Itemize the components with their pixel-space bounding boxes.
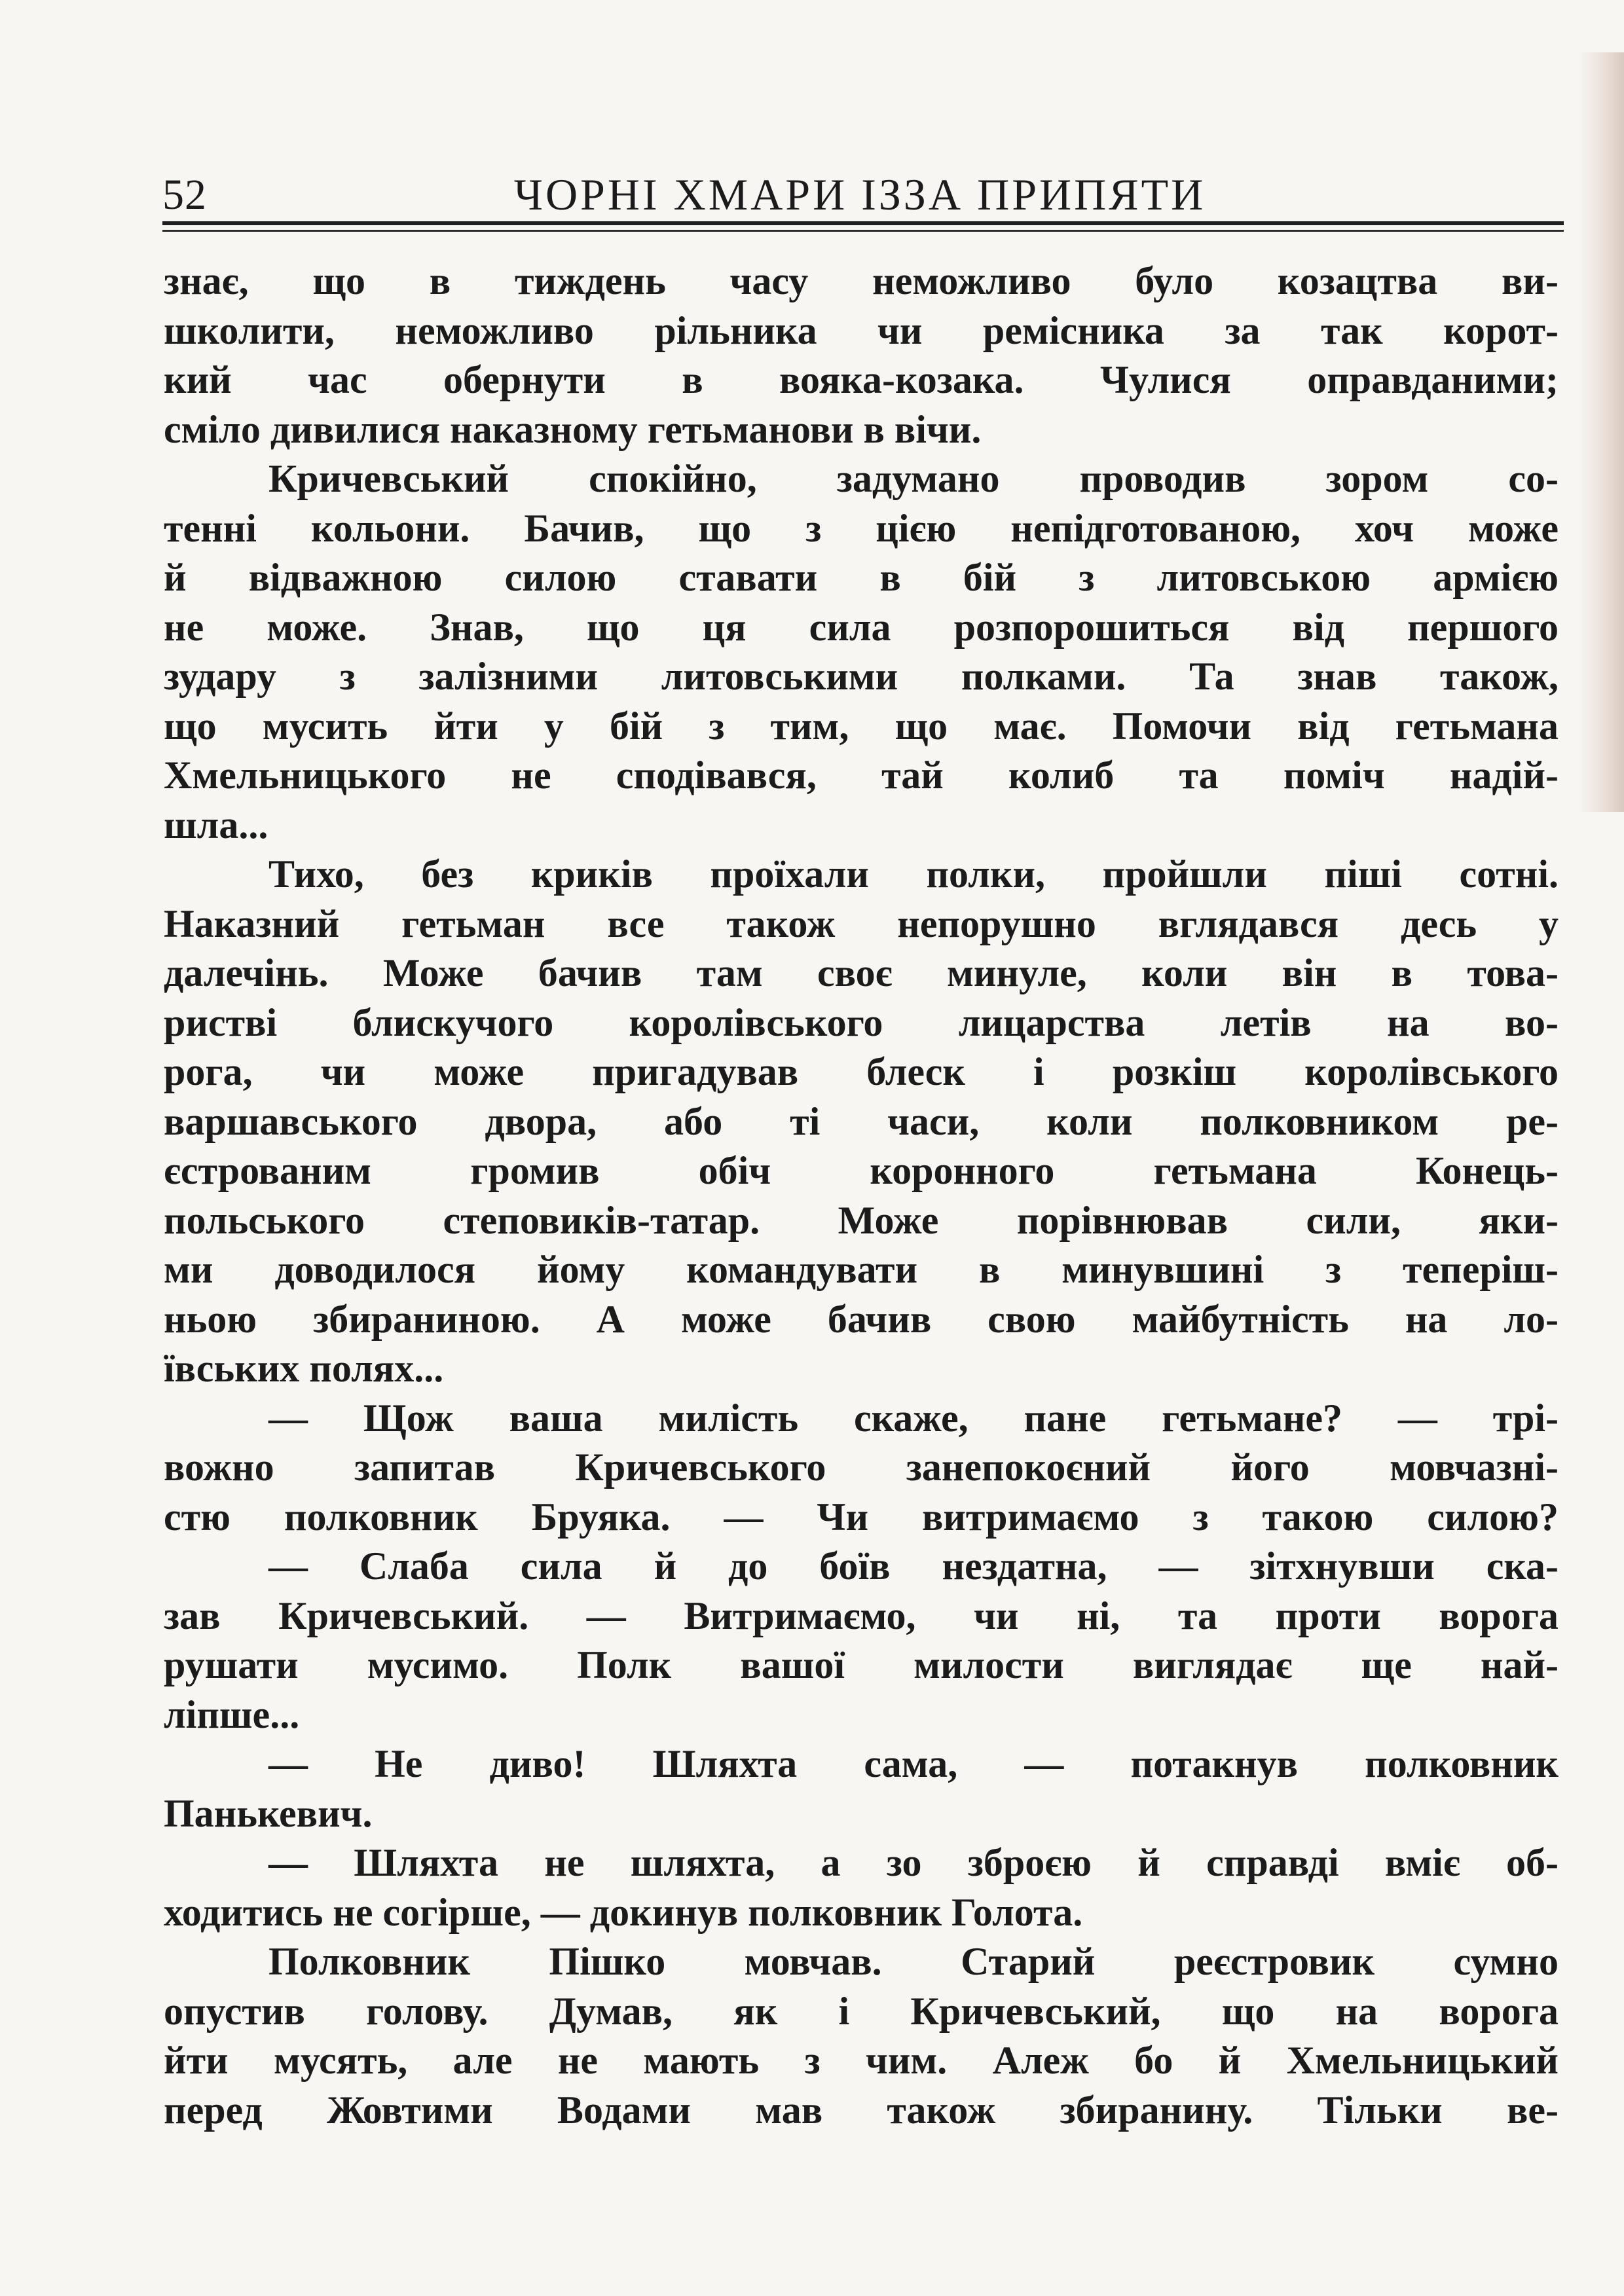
- text-line: ївських полях...: [164, 1347, 444, 1390]
- text-line: школити, неможливо рільника чи ремісника за так корот-: [164, 308, 1559, 352]
- text-line: варшавського двора, або ті часи, коли полковником ре-: [164, 1099, 1559, 1143]
- text-line: знає, що в тиждень часу неможливо було козацтва ви-: [164, 259, 1559, 302]
- text-line: стю полковник Бруяка. — Чи витримаємо з такою силою?: [164, 1495, 1559, 1539]
- text-line: Кричевський спокійно, задумано проводив зором со-: [268, 457, 1559, 500]
- text-line: — Не диво! Шляхта сама, — потакнув полковник: [268, 1742, 1559, 1785]
- text-line: Полковник Пішко мовчав. Старий реєстровик сумно: [268, 1940, 1559, 1983]
- text-line: тенні кольони. Бачив, що з цією непідготованою, хоч може: [164, 506, 1559, 550]
- page-header: [162, 159, 1557, 222]
- text-line: не може. Знав, що ця сила розпорошиться від першого: [164, 605, 1559, 649]
- text-line: шла...: [164, 803, 268, 847]
- text-line: — Слаба сила й до боїв нездатна, — зітхнувши ска-: [268, 1544, 1559, 1588]
- text-line: ходитись не согірше, — докинув полковник Голота.: [164, 1890, 1083, 1934]
- text-line: йти мусять, але не мають з чим. Алеж бо й Хмельницький: [164, 2039, 1559, 2082]
- text-line: сміло дивилися наказному гетьманови в вічи.: [164, 407, 982, 451]
- header-rule-thick: [162, 221, 1564, 225]
- text-line: рога, чи може пригадував блеск і розкіш королівського: [164, 1050, 1559, 1093]
- text-line: єстрованим громив обіч коронного гетьмана Конець-: [164, 1149, 1559, 1192]
- page-edge-stain: [1578, 52, 1624, 812]
- text-line: Хмельницького не сподівався, тай колиб та поміч надій-: [164, 754, 1559, 797]
- body-text: [164, 257, 1559, 2135]
- text-line: Наказний гетьман все також непорушно вглядався десь у: [164, 902, 1559, 945]
- text-line: ристві блискучого королівського лицарства летів на во-: [164, 1000, 1559, 1044]
- text-line: Тихо, без криків проїхали полки, пройшли піші сотні.: [268, 852, 1559, 896]
- text-line: й відважною силою ставати в бій з литовською армією: [164, 556, 1559, 599]
- text-line: Панькевич.: [164, 1791, 373, 1835]
- text-line: вожно запитав Кричевського занепокоєний його мовчазні-: [164, 1446, 1559, 1489]
- text-line: зав Кричевський. — Витримаємо, чи ні, та проти ворога: [164, 1594, 1559, 1637]
- text-line: ми доводилося йому командувати в минувшині з теперіш-: [164, 1248, 1559, 1291]
- text-line: ліпше...: [164, 1692, 300, 1736]
- text-line: польського степовиків-татар. Може порівнював сили, яки-: [164, 1198, 1559, 1242]
- text-line: — Щож ваша милість скаже, пане гетьмане? — трі-: [268, 1396, 1559, 1440]
- text-line: далечінь. Може бачив там своє минуле, коли він в това-: [164, 951, 1559, 994]
- text-line: рушати мусимо. Полк вашої милости виглядає ще най-: [164, 1643, 1559, 1686]
- page-number: 52: [162, 171, 207, 219]
- text-line: перед Жовтими Водами мав також збиранину. Тільки ве-: [164, 2088, 1559, 2132]
- header-rule-thin: [162, 230, 1564, 232]
- text-line: що мусить йти у бій з тим, що має. Помочи від гетьмана: [164, 704, 1559, 748]
- text-line: кий час обернути в вояка-козака. Чулися оправданими;: [164, 358, 1559, 401]
- running-title: ЧОРНІ ХМАРИ ІЗЗА ПРИПЯТИ: [513, 170, 1206, 219]
- text-line: — Шляхта не шляхта, а зо зброєю й справді вміє об-: [268, 1841, 1559, 1884]
- text-line: опустив голову. Думав, як і Кричевський, що на ворога: [164, 1989, 1559, 2033]
- text-line: зудару з залізними литовськими полками. Та знав також,: [164, 655, 1559, 698]
- text-line: ньою збираниною. А може бачив свою майбутність на ло-: [164, 1297, 1559, 1341]
